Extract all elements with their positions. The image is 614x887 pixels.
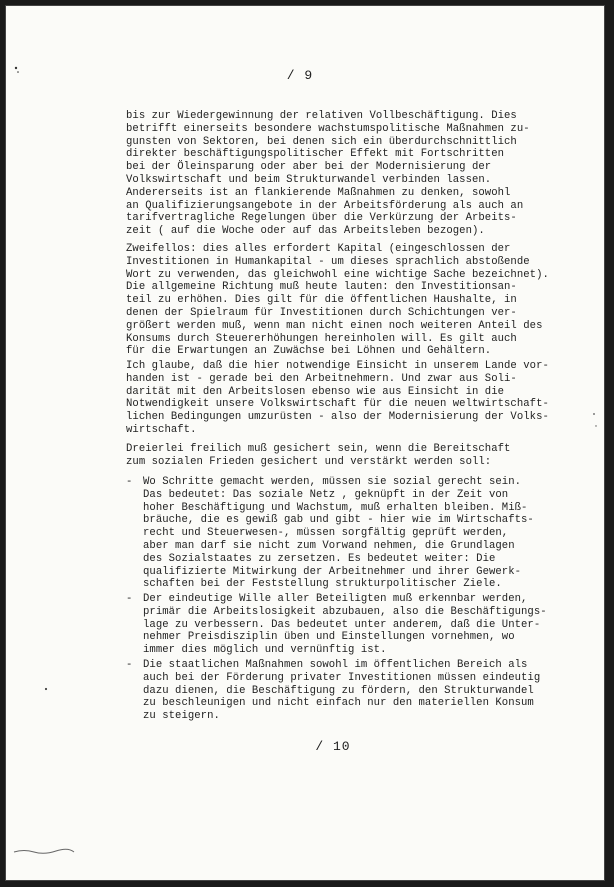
text-line: bis zur Wiedergewinnung der relativen Vollbeschäftigung. Dies <box>126 110 517 122</box>
scan-smudge <box>14 849 74 853</box>
text-line: für die Erwartungen an Zuwächse bei Löhnen und Gehältern. <box>126 345 492 358</box>
text-line: darität mit den Arbeitslosen ebenso wie aus Einsicht in die <box>126 385 505 398</box>
bullet-marker: - <box>126 593 133 605</box>
text-line: qualifizierte Mitwirkung der Arbeitnehmer und ihrer Gewerk- <box>143 565 522 578</box>
text-line: zu steigern. <box>143 710 220 723</box>
scan-speck <box>593 413 595 415</box>
text-line: handen ist - gerade bei den Arbeitnehmern. Und zwar aus Soli- <box>126 372 517 385</box>
text-line: zum sozialen Frieden gesichert und verstärkt werden soll: <box>126 455 492 468</box>
text-line: Dreierlei freilich muß gesichert sein, wenn die Bereitschaft <box>126 443 511 455</box>
text-line: tarifvertragliche Regelungen über die Verkürzung der Arbeits- <box>126 212 517 225</box>
text-line: zu beschleunigen und nicht einfach nur den materiellen Konsum <box>143 697 534 710</box>
text-line: wirtschaft. <box>126 423 197 436</box>
text-line: denen der Spielraum für Investitionen durch Schichtungen ver- <box>126 306 517 319</box>
page-number-marker: / 9 <box>286 68 314 83</box>
text-line: Konsums durch Steuererhöhungen hereinholen will. Es gilt auch <box>126 332 517 345</box>
paragraph-1 <box>126 110 586 238</box>
text-line: Die staatlichen Maßnahmen sowohl im öffentlichen Bereich als <box>143 659 528 671</box>
bullet-marker: - <box>126 659 133 671</box>
paragraph-4 <box>126 443 586 469</box>
text-line: Ich glaube, daß die hier notwendige Einsicht in unserem Lande vor- <box>126 360 549 372</box>
bullet-marker: - <box>126 476 133 488</box>
text-line: teil zu erhöhen. Dies gilt für die öffentlichen Haushalte, in <box>126 294 517 307</box>
text-line: Wo Schritte gemacht werden, müssen sie sozial gerecht sein. <box>143 476 522 488</box>
text-line: direkter beschäftigungspolitischer Effekt mit Fortschritten <box>126 148 505 161</box>
text-line: des Sozialstaates zu zersetzen. Es bedeutet weiter: Die <box>143 552 496 565</box>
bullet-text <box>143 659 588 723</box>
text-line: immer dies möglich und vernünftig ist. <box>143 644 387 657</box>
text-line: Die allgemeine Richtung muß heute lauten: den Investitionsan- <box>126 281 517 294</box>
text-line: Der eindeutige Wille aller Beteiligten muß erkennbar werden, <box>143 593 528 605</box>
text-line: aber man darf sie nicht zum Vorwand nehmen, die Grundlagen <box>143 539 515 552</box>
text-line: betrifft einerseits besondere wachstumspolitische Maßnahmen zu- <box>126 122 530 135</box>
scan-speck <box>15 67 17 69</box>
paragraph-3 <box>126 360 586 437</box>
text-line: recht und Steuerwesen-, müssen sorgfältig geprüft werden, <box>143 527 509 540</box>
scan-speck <box>17 71 19 73</box>
text-line: nehmer Preisdisziplin üben und Einstellungen vornehmen, wo <box>143 631 515 644</box>
scan-speck <box>595 425 596 426</box>
text-line: Andererseits ist an flankierende Maßnahmen zu denken, sowohl <box>126 186 511 199</box>
text-line: Das bedeutet: Das soziale Netz , geknüpft in der Zeit von <box>143 488 509 501</box>
text-line: Notwendigkeit unsere Volkswirtschaft für die neuen weltwirtschaft- <box>126 398 549 411</box>
text-line: bräuche, die es gewiß gab und gibt - hier wie im Wirtschafts- <box>143 514 534 527</box>
text-line: lage zu verbessern. Das bedeutet unter anderem, daß die Unter- <box>143 618 541 631</box>
text-line: primär die Arbeitslosigkeit abzubauen, also die Beschäftigungs- <box>143 605 547 618</box>
text-line: größert werden muß, wenn man nicht einen noch weiteren Anteil des <box>126 319 543 332</box>
text-line: bei der Öleinsparung oder aber bei der Modernisierung der <box>126 161 492 174</box>
text-line: dazu dienen, die Beschäftigung zu fördern, den Strukturwandel <box>143 684 534 697</box>
text-line: Volkswirtschaft und beim Strukturwandel verbinden lassen. <box>126 173 492 186</box>
paragraph-2 <box>126 243 586 358</box>
text-line: Zweifellos: dies alles erfordert Kapital (eingeschlossen der <box>126 243 511 255</box>
text-line: zeit ( auf die Woche oder auf das Arbeitsleben bezogen). <box>126 225 485 238</box>
scan-speck <box>45 688 47 690</box>
document-page <box>6 6 604 880</box>
text-line: auch bei der Förderung privater Investitionen müssen eindeutig <box>143 671 541 684</box>
text-line: schaften bei der Feststellung strukturpolitischer Ziele. <box>143 578 502 591</box>
bullet-text <box>143 476 588 591</box>
bullet-text <box>143 593 588 657</box>
text-line: gunsten von Sektoren, bei denen sich ein überdurchschnittlich <box>126 135 517 148</box>
text-line: an Qualifizierungsangebote in der Arbeitsförderung als auch an <box>126 199 524 212</box>
next-page-marker: / 10 <box>315 739 351 754</box>
text-line: Wort zu verwenden, das gleichwohl eine wichtige Sache bezeichnet). <box>126 268 549 281</box>
text-line: hoher Beschäftigung und Wachstum, muß erhalten bleiben. Miß- <box>143 501 528 514</box>
text-line: Investitionen in Humankapital - um dieses sprachlich abstoßende <box>126 255 530 268</box>
text-line: lichen Bedingungen umzurüsten - also der Modernisierung der Volks- <box>126 411 549 424</box>
